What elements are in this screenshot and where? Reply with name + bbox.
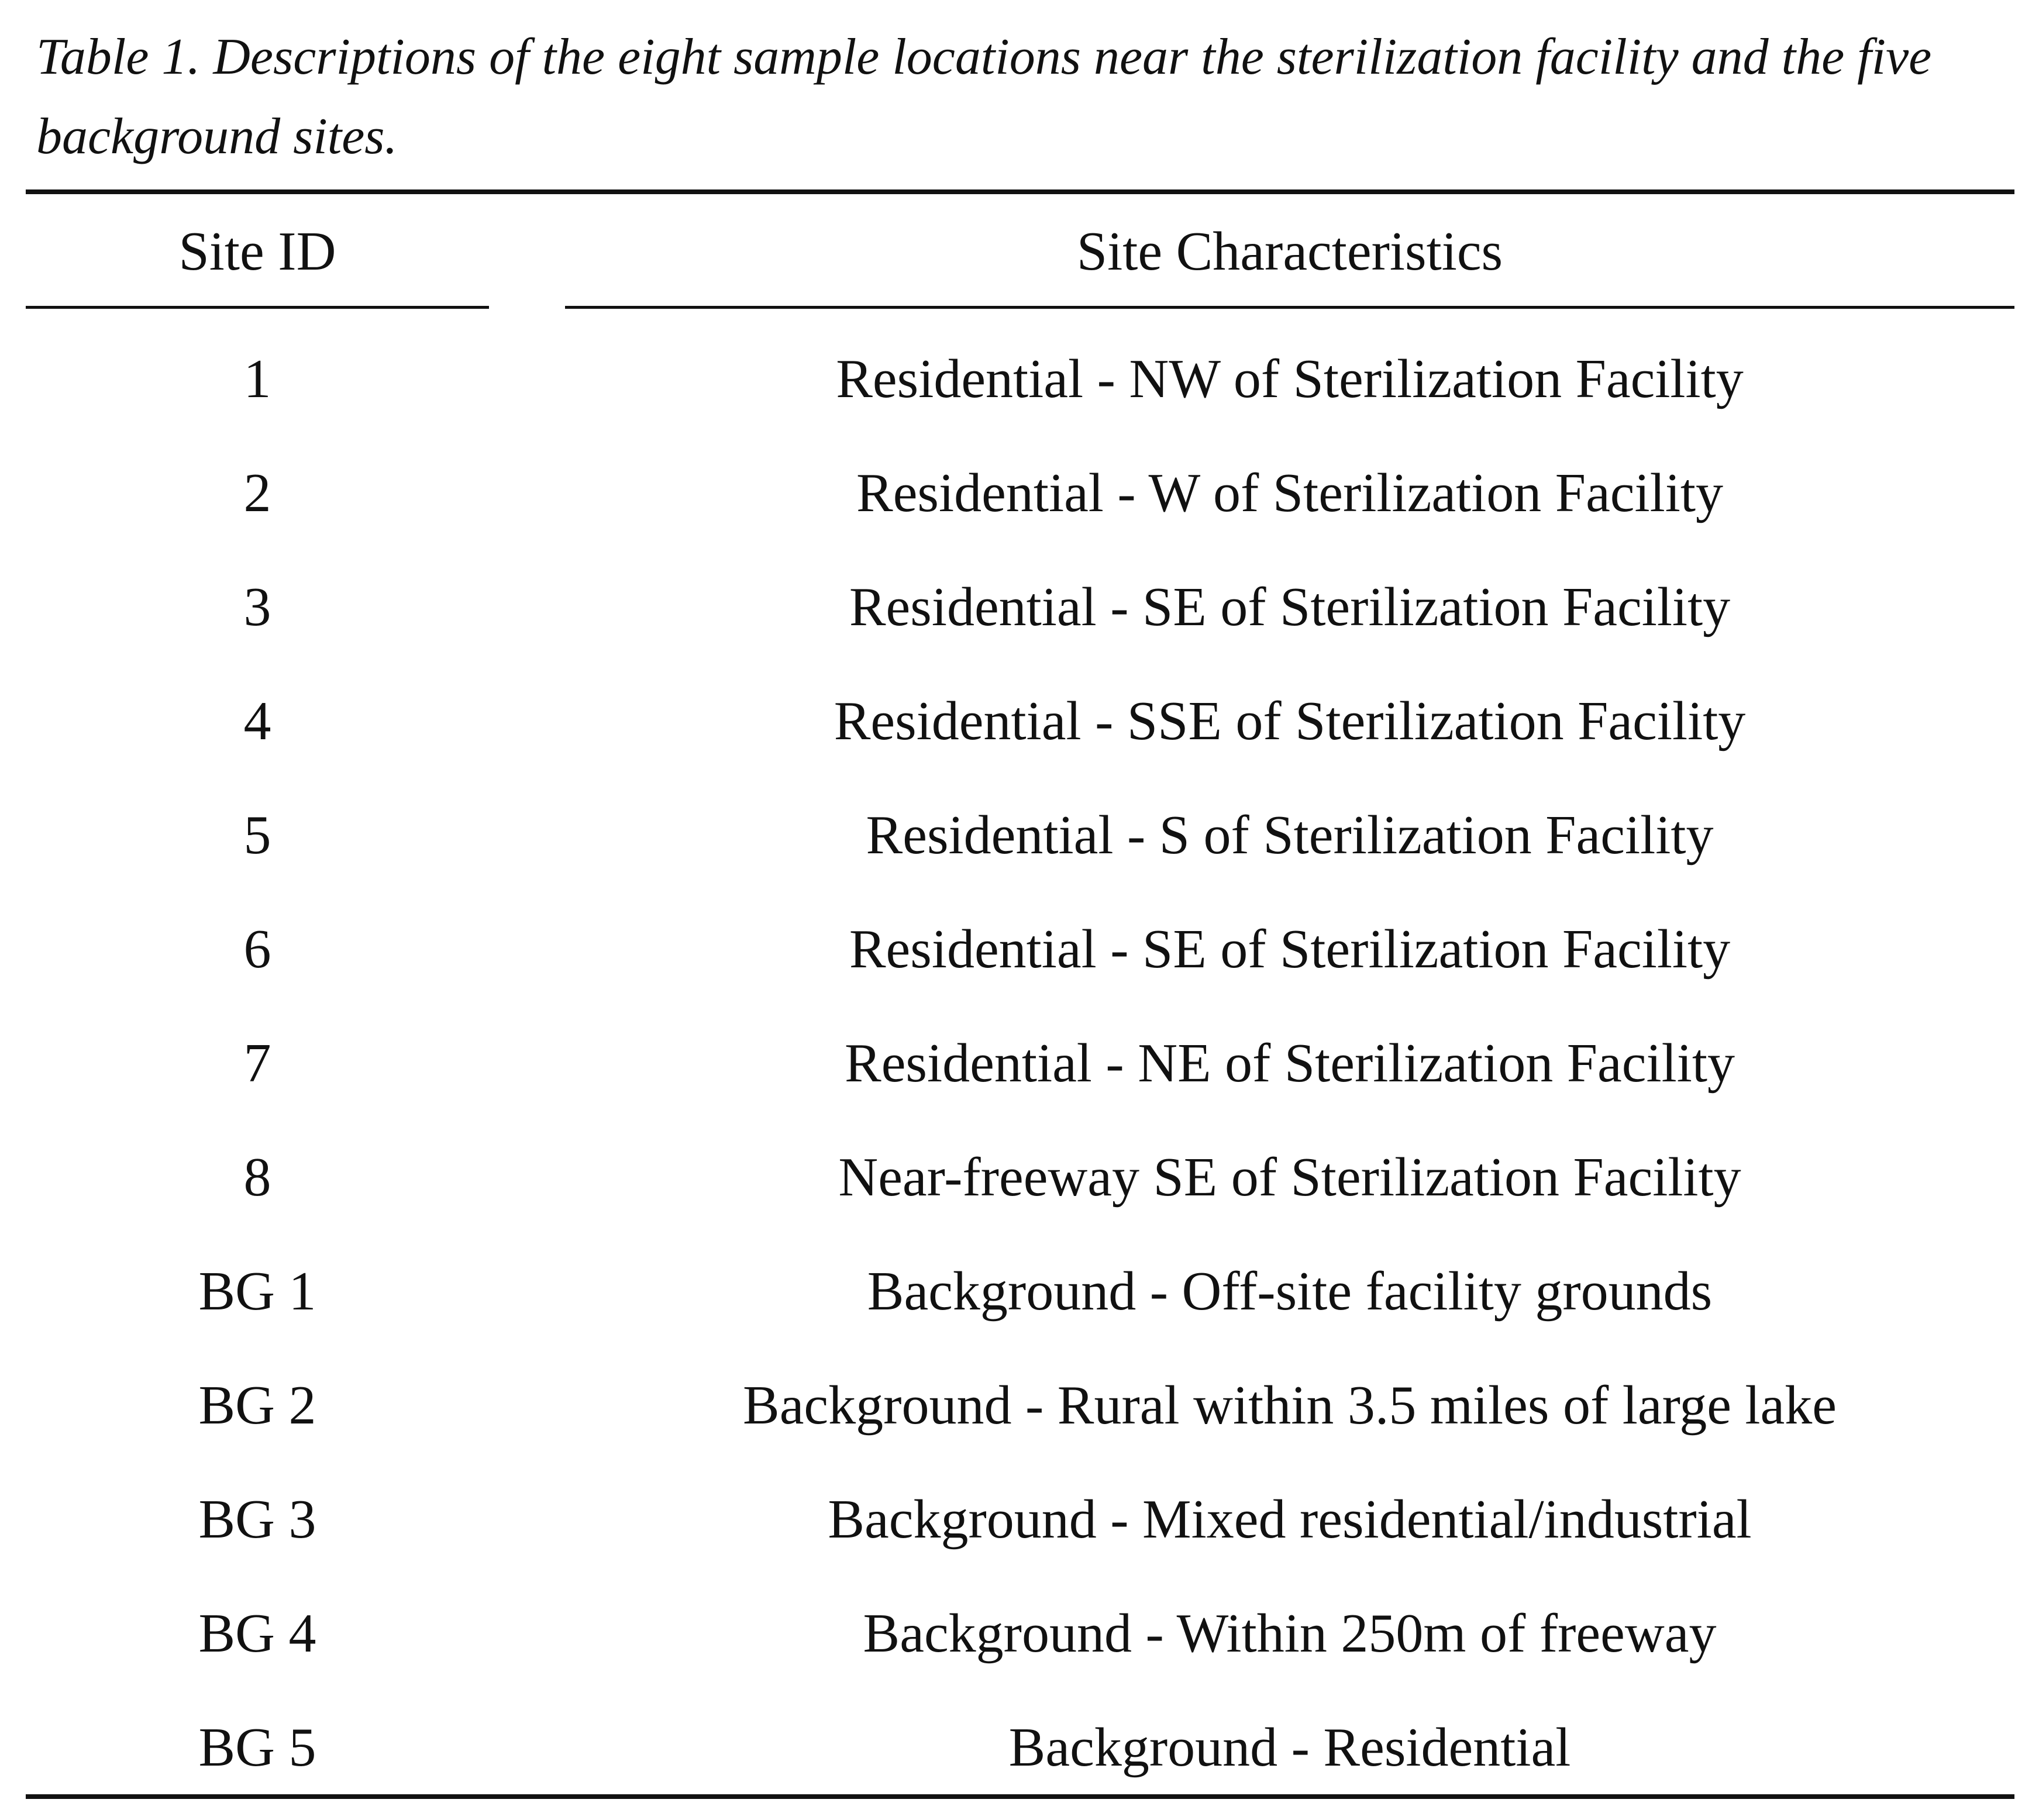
table-row	[0, 792, 2032, 906]
site-characteristics-cell: Near-freeway SE of Sterilization Facility	[838, 1147, 1741, 1208]
site-characteristics-cell: Residential - W of Sterilization Facility	[856, 463, 1723, 523]
header-rule-site-id	[26, 306, 489, 309]
site-characteristics-cell: Residential - NE of Sterilization Facility	[845, 1033, 1735, 1094]
site-id-cell: BG 1	[198, 1261, 316, 1322]
site-characteristics-cell: Residential - S of Sterilization Facility	[866, 805, 1714, 866]
header-rule-site-characteristics	[565, 306, 2014, 309]
table-row	[0, 1021, 2032, 1135]
site-characteristics-cell: Residential - SE of Sterilization Facility	[849, 919, 1731, 980]
site-id-cell: 2	[243, 463, 271, 523]
site-id-cell: 8	[243, 1147, 271, 1208]
table-row	[0, 1591, 2032, 1705]
site-id-cell: 6	[243, 919, 271, 980]
table-row	[0, 1135, 2032, 1249]
table-row	[0, 1363, 2032, 1477]
site-id-cell: BG 2	[198, 1375, 316, 1436]
header-site-characteristics: Site Characteristics	[1076, 221, 1503, 282]
site-id-cell: 1	[243, 349, 271, 409]
header-site-id: Site ID	[178, 221, 336, 282]
table-row	[0, 336, 2032, 450]
site-id-cell: BG 5	[198, 1717, 316, 1778]
site-characteristics-cell: Residential - NW of Sterilization Facility	[836, 349, 1744, 409]
site-id-cell: BG 3	[198, 1489, 316, 1550]
site-id-cell: 7	[243, 1033, 271, 1094]
table-bottom-rule	[26, 1794, 2014, 1799]
table-row	[0, 1249, 2032, 1363]
table-caption: Table 1. Descriptions of the eight sample locations near the sterilization facility and the five background sites.	[36, 29, 1932, 165]
table-row	[0, 906, 2032, 1021]
table-row	[0, 1477, 2032, 1591]
site-id-cell: 5	[243, 805, 271, 866]
table-row	[0, 1705, 2032, 1819]
site-characteristics-cell: Background - Within 250m of freeway	[863, 1603, 1717, 1664]
table-top-rule	[26, 189, 2014, 194]
site-characteristics-cell: Residential - SSE of Sterilization Facility	[834, 691, 1746, 752]
table-row	[0, 678, 2032, 792]
table-row	[0, 450, 2032, 564]
site-characteristics-cell: Background - Residential	[1008, 1717, 1571, 1778]
site-characteristics-cell: Background - Rural within 3.5 miles of large lake	[743, 1375, 1837, 1436]
site-id-cell: 4	[243, 691, 271, 752]
site-characteristics-cell: Residential - SE of Sterilization Facility	[849, 577, 1731, 637]
table-row	[0, 564, 2032, 678]
site-characteristics-cell: Background - Mixed residential/industrial	[828, 1489, 1752, 1550]
site-id-cell: 3	[243, 577, 271, 637]
site-characteristics-cell: Background - Off-site facility grounds	[867, 1261, 1713, 1322]
site-id-cell: BG 4	[198, 1603, 316, 1664]
table-body	[0, 336, 2032, 1819]
